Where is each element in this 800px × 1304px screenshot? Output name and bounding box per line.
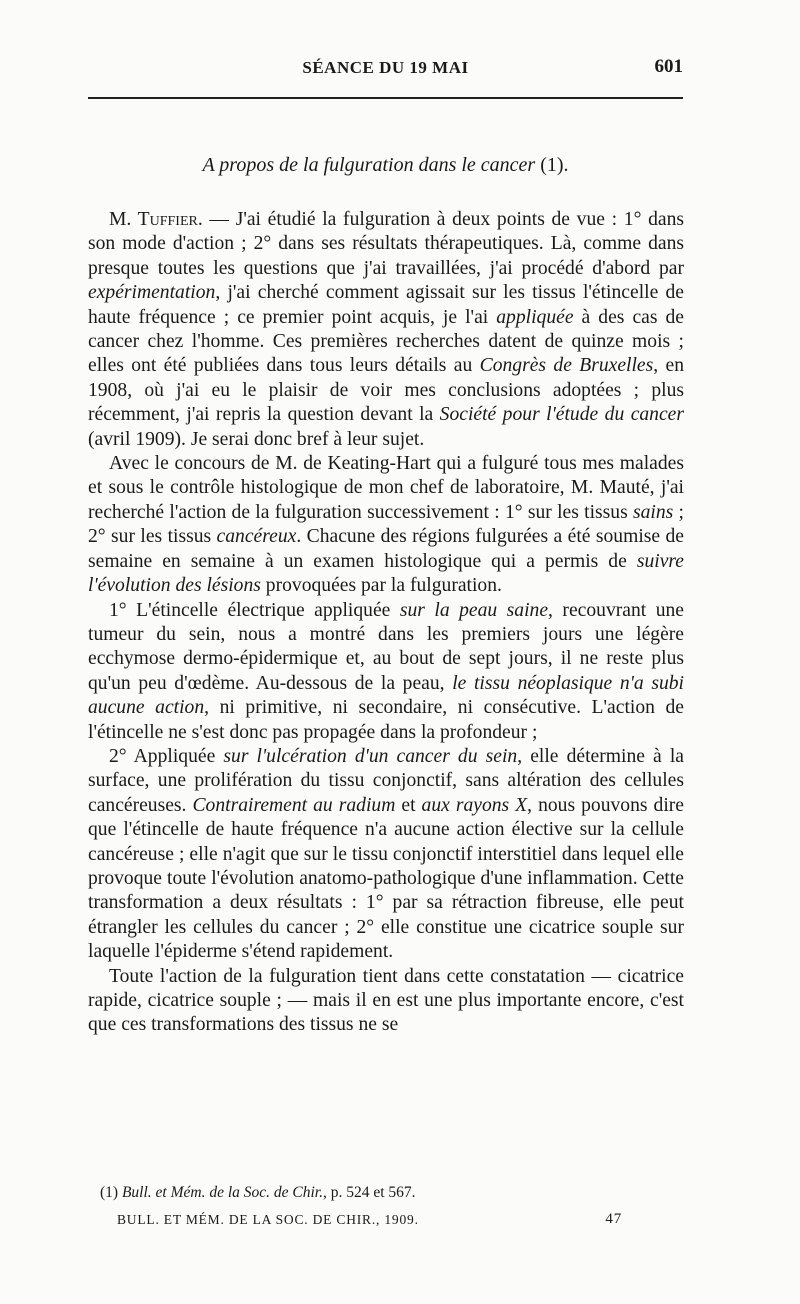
- header-rule: [88, 97, 683, 99]
- text-run: (avril 1909). Je serai donc bref à leur sujet.: [88, 428, 425, 450]
- text-run: , recouvrant une tumeur du sein, nous a montré dans les premiers jours une légère ecchymose dermo-épidermique et, au bout de sept jours, il ne reste plus qu'un peu d'œdème. Au-dessous de la peau,: [88, 599, 684, 694]
- page-number: 601: [654, 56, 683, 77]
- text-run: 1° L'étincelle électrique appliquée: [109, 599, 400, 621]
- signature-mark: 47: [605, 1211, 622, 1227]
- author-name: M. Tuffier.: [109, 209, 203, 230]
- footnote-pages: , p. 524 et 567.: [322, 1184, 416, 1201]
- italic-run: suivre l'évolution des lésions: [88, 550, 684, 597]
- italic-run: sains: [632, 501, 674, 523]
- paragraph-5: [88, 965, 684, 1038]
- text-run: . Chacune des régions fulgurées a été soumise de semaine en semaine à un examen histologique qui a permis de: [88, 526, 685, 572]
- text-run: Avec le concours de M. de Keating-Hart qui a fulguré tous mes malades et sous le contrôle histologique de mon chef de laboratoire, M. Mauté, j'ai recherché l'action de la fulguration successivement : 1° sur les tissus: [88, 453, 684, 523]
- text-run: provoquées par la fulguration.: [260, 575, 502, 597]
- text-run: , elle détermine à la surface, une prolifération du tissu conjonctif, sans altération des cellules cancéreuses.: [88, 745, 684, 816]
- italic-run: sur l'ulcération d'un cancer du sein: [223, 745, 518, 767]
- paragraph-2: [88, 452, 684, 598]
- footnote-mark: (1): [100, 1184, 122, 1201]
- italic-run: Société pour l'étude du cancer: [439, 404, 684, 426]
- text-run: et: [395, 794, 422, 816]
- text-run: , nous pouvons dire que l'étincelle de haute fréquence n'a aucune action élective sur la cellule cancéreuse ; elle n'agit que sur le tissu conjonctif interstitiel dans lequel elle provoque toute l'évolution anatomo-pathologique d'une inflammation. Cette transformation a deux résultats : 1° par sa rétraction fibreuse, elle peut étrangler les cellules du cancer ; 2° elle constitue une cicatrice souple sur laquelle l'épiderme s'étend rapidement.: [88, 794, 684, 963]
- running-title: SÉANCE DU 19 MAI: [302, 58, 469, 77]
- text-run: à des cas de cancer chez l'homme. Ces premières recherches datent de quinze mois ; elles ont été publiées dans tous leurs détails au: [88, 306, 684, 377]
- italic-run: aux rayons X: [421, 794, 528, 816]
- text-run: 2° Appliquée: [109, 745, 224, 767]
- italic-run: Congrès de Bruxelles: [479, 355, 654, 377]
- italic-run: sur la peau saine: [399, 599, 549, 621]
- italic-run: expérimentation: [88, 282, 216, 304]
- italic-run: appliquée: [496, 306, 574, 328]
- article-title-note: (1).: [535, 154, 569, 176]
- article-title-text: A propos de la fulguration dans le cancer: [202, 154, 536, 176]
- text-run: , ni primitive, ni secondaire, ni consécutive. L'action de l'étincelle ne s'est donc pas propagée dans la profondeur ;: [88, 697, 684, 743]
- text-run: ; 2° sur les tissus: [88, 501, 685, 548]
- page-footer: [117, 1212, 622, 1232]
- text-run: Toute l'action de la fulguration tient dans cette constatation — cicatrice rapide, cicatrice souple ; — mais il en est une plus importante encore, c'est que ces transformations des tissus ne se: [88, 965, 684, 1036]
- paragraph-3: [88, 599, 684, 745]
- article-title: [88, 154, 683, 177]
- italic-run: le tissu néoplasique n'a subi aucune action: [88, 672, 684, 719]
- text-run: , j'ai cherché comment agissait sur les tissus l'étincelle de haute fréquence ; ce premier point acquis, je l'ai: [88, 282, 684, 328]
- italic-run: cancéreux: [216, 526, 297, 548]
- paragraph-1: [88, 208, 684, 452]
- paragraph-4: [88, 745, 684, 965]
- text-run: , en 1908, où j'ai eu le plaisir de voir mes conclusions adoptées ; plus récemment, j'ai repris la question devant la: [88, 355, 685, 426]
- footnote-source: Bull. et Mém. de la Soc. de Chir.: [121, 1184, 323, 1201]
- footnote: [100, 1184, 416, 1202]
- italic-run: Contrairement au radium: [192, 794, 396, 816]
- article-body: [88, 208, 684, 1038]
- footer-source: BULL. ET MÉM. DE LA SOC. DE CHIR., 1909.: [117, 1212, 419, 1227]
- running-header: [88, 58, 683, 84]
- text-run: — J'ai étudié la fulguration à deux points de vue : 1° dans son mode d'action ; 2° dans ses résultats thérapeutiques. Là, comme dans presque toutes les questions que j'ai travaillées, j'ai procédé d'abord par: [88, 209, 685, 279]
